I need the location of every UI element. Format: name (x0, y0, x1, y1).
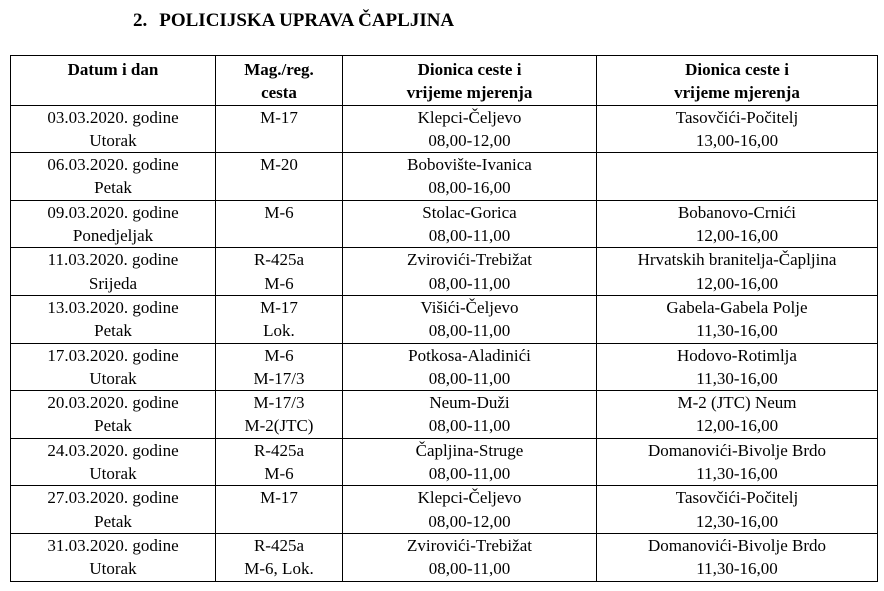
row-section: Potkosa-Aladinići (408, 345, 531, 365)
date-cell (11, 200, 216, 248)
row-day: Petak (94, 416, 132, 436)
row-section: Klepci-Čeljevo (417, 107, 522, 127)
row-section (599, 153, 875, 176)
road-cell (216, 343, 343, 391)
section-2-cell (597, 295, 878, 343)
row-time (599, 176, 875, 199)
road-cell (216, 438, 343, 486)
section-1-cell (343, 391, 597, 439)
row-road: M-6 (264, 202, 294, 222)
row-day: Utorak (89, 368, 137, 388)
row-date: 09.03.2020. godine (47, 202, 179, 222)
section-1-cell (343, 295, 597, 343)
section-2-cell (597, 200, 878, 248)
row-road (218, 176, 340, 199)
table-row (11, 486, 878, 534)
date-cell (11, 391, 216, 439)
row-time: 11,30-16,00 (696, 464, 778, 484)
road-cell (216, 391, 343, 439)
row-road: Lok. (263, 321, 295, 341)
road-cell (216, 486, 343, 534)
section-1-cell (343, 105, 597, 153)
section-2-cell (597, 486, 878, 534)
row-day: Ponedjeljak (72, 226, 154, 246)
row-road: M-17 (260, 297, 298, 317)
section-1-cell (343, 533, 597, 581)
date-cell (11, 533, 216, 581)
row-date: 06.03.2020. godine (47, 155, 179, 175)
section-2-cell (597, 153, 878, 201)
row-time: 08,00-11,00 (428, 226, 511, 246)
row-road (218, 129, 340, 152)
date-cell (11, 295, 216, 343)
header-section-1 (343, 56, 597, 106)
row-time: 12,00-16,00 (695, 226, 779, 246)
row-section: Hrvatskih branitelja-Čapljina (637, 250, 837, 270)
row-road: M-6 (264, 345, 294, 365)
section-2-cell (597, 105, 878, 153)
table-header-row (11, 56, 878, 106)
header-section-2 (597, 56, 878, 106)
header-line: vrijeme mjerenja (406, 83, 533, 103)
row-section: Hodovo-Rotimlja (677, 345, 797, 365)
row-road (218, 224, 340, 247)
row-day: Utorak (89, 559, 137, 579)
row-road: M-6, Lok. (244, 559, 314, 579)
section-title: POLICIJSKA UPRAVA ČAPLJINA (159, 10, 455, 31)
measurement-schedule-table (10, 55, 878, 582)
header-line: Dionica ceste i (685, 60, 789, 79)
header-road (216, 56, 343, 106)
header-line: vrijeme mjerenja (674, 83, 800, 103)
row-time: 13,00-16,00 (695, 130, 779, 150)
row-road: M-20 (260, 155, 298, 175)
row-section: Čapljina-Struge (415, 440, 524, 460)
row-time: 08,00-11,00 (428, 321, 511, 341)
table-body (11, 105, 878, 581)
row-date: 03.03.2020. godine (47, 107, 179, 127)
date-cell (11, 486, 216, 534)
section-2-cell (597, 391, 878, 439)
road-cell (216, 105, 343, 153)
row-section: Stolac-Gorica (422, 202, 517, 222)
section-1-cell (343, 200, 597, 248)
row-section: Zvirovići-Trebižat (407, 535, 532, 555)
section-1-cell (343, 248, 597, 296)
row-section: Zvirovići-Trebižat (407, 250, 532, 270)
table-row (11, 343, 878, 391)
road-cell (216, 200, 343, 248)
row-road: M-6 (264, 464, 294, 484)
row-section: Višići-Čeljevo (420, 297, 519, 317)
table-row (11, 295, 878, 343)
table-row (11, 153, 878, 201)
section-2-cell (597, 438, 878, 486)
row-time: 08,00-11,00 (428, 464, 511, 484)
row-time: 08,00-11,00 (428, 559, 511, 579)
header-line: cesta (261, 83, 297, 103)
row-time: 12,00-16,00 (695, 273, 779, 293)
section-2-cell (597, 248, 878, 296)
road-cell (216, 295, 343, 343)
row-day: Utorak (89, 130, 137, 150)
row-section: Domanovići-Bivolje Brdo (647, 535, 826, 555)
row-date: 20.03.2020. godine (47, 393, 179, 413)
row-time: 12,30-16,00 (695, 511, 779, 531)
row-day: Petak (94, 321, 132, 341)
section-2-cell (597, 533, 878, 581)
row-road: M-6 (264, 273, 294, 293)
row-date: 27.03.2020. godine (47, 488, 179, 508)
row-road: M-17/3 (253, 393, 305, 413)
road-cell (216, 153, 343, 201)
row-time: 11,30-16,00 (696, 559, 778, 579)
row-time: 11,30-16,00 (696, 321, 778, 341)
header-line: Datum i dan (67, 60, 159, 79)
row-section: Bobovište-Ivanica (407, 155, 532, 175)
row-road: M-2(JTC) (244, 416, 314, 436)
row-section: Tasovčići-Počitelj (675, 488, 799, 508)
row-date: 17.03.2020. godine (47, 345, 179, 365)
row-time: 08,00-12,00 (428, 130, 511, 150)
row-time: 12,00-16,00 (695, 416, 779, 436)
row-road: R-425a (253, 250, 305, 270)
row-time: 08,00-11,00 (428, 416, 511, 436)
table-row (11, 200, 878, 248)
row-section: M-2 (JTC) Neum (677, 393, 797, 413)
date-cell (11, 438, 216, 486)
date-cell (11, 105, 216, 153)
row-time: 08,00-12,00 (428, 511, 511, 531)
row-section: Domanovići-Bivolje Brdo (647, 440, 826, 460)
row-date: 13.03.2020. godine (47, 297, 179, 317)
section-1-cell (343, 438, 597, 486)
table-row (11, 391, 878, 439)
row-road: M-17/3 (253, 368, 305, 388)
header-line: Dionica ceste i (417, 60, 522, 79)
section-number: 2. (133, 10, 148, 31)
row-time: 08,00-16,00 (428, 178, 511, 198)
row-section: Bobanovo-Crnići (677, 202, 797, 222)
table-row (11, 438, 878, 486)
row-section: Neum-Duži (429, 393, 510, 413)
row-day: Srijeda (88, 273, 138, 293)
row-section: Klepci-Čeljevo (417, 488, 522, 508)
row-day: Petak (94, 511, 132, 531)
road-cell (216, 533, 343, 581)
date-cell (11, 153, 216, 201)
date-cell (11, 248, 216, 296)
section-heading (133, 10, 454, 32)
header-line: Mag./reg. (244, 60, 314, 79)
row-road: R-425a (253, 440, 305, 460)
table-row (11, 105, 878, 153)
row-road: M-17 (260, 107, 298, 127)
header-date-day (11, 56, 216, 106)
section-1-cell (343, 343, 597, 391)
row-day: Petak (94, 178, 132, 198)
row-time: 08,00-11,00 (428, 273, 511, 293)
section-1-cell (343, 153, 597, 201)
road-cell (216, 248, 343, 296)
row-road (218, 510, 340, 533)
row-day: Utorak (89, 464, 137, 484)
row-date: 11.03.2020. godine (47, 250, 179, 270)
row-section: Tasovčići-Počitelj (675, 107, 799, 127)
row-date: 31.03.2020. godine (47, 535, 179, 555)
row-time: 11,30-16,00 (696, 368, 778, 388)
table-row (11, 533, 878, 581)
date-cell (11, 343, 216, 391)
row-time: 08,00-11,00 (428, 368, 511, 388)
table-row (11, 248, 878, 296)
row-road: R-425a (253, 535, 305, 555)
row-road: M-17 (260, 488, 298, 508)
row-date: 24.03.2020. godine (47, 440, 179, 460)
row-section: Gabela-Gabela Polje (666, 297, 808, 317)
section-1-cell (343, 486, 597, 534)
section-2-cell (597, 343, 878, 391)
